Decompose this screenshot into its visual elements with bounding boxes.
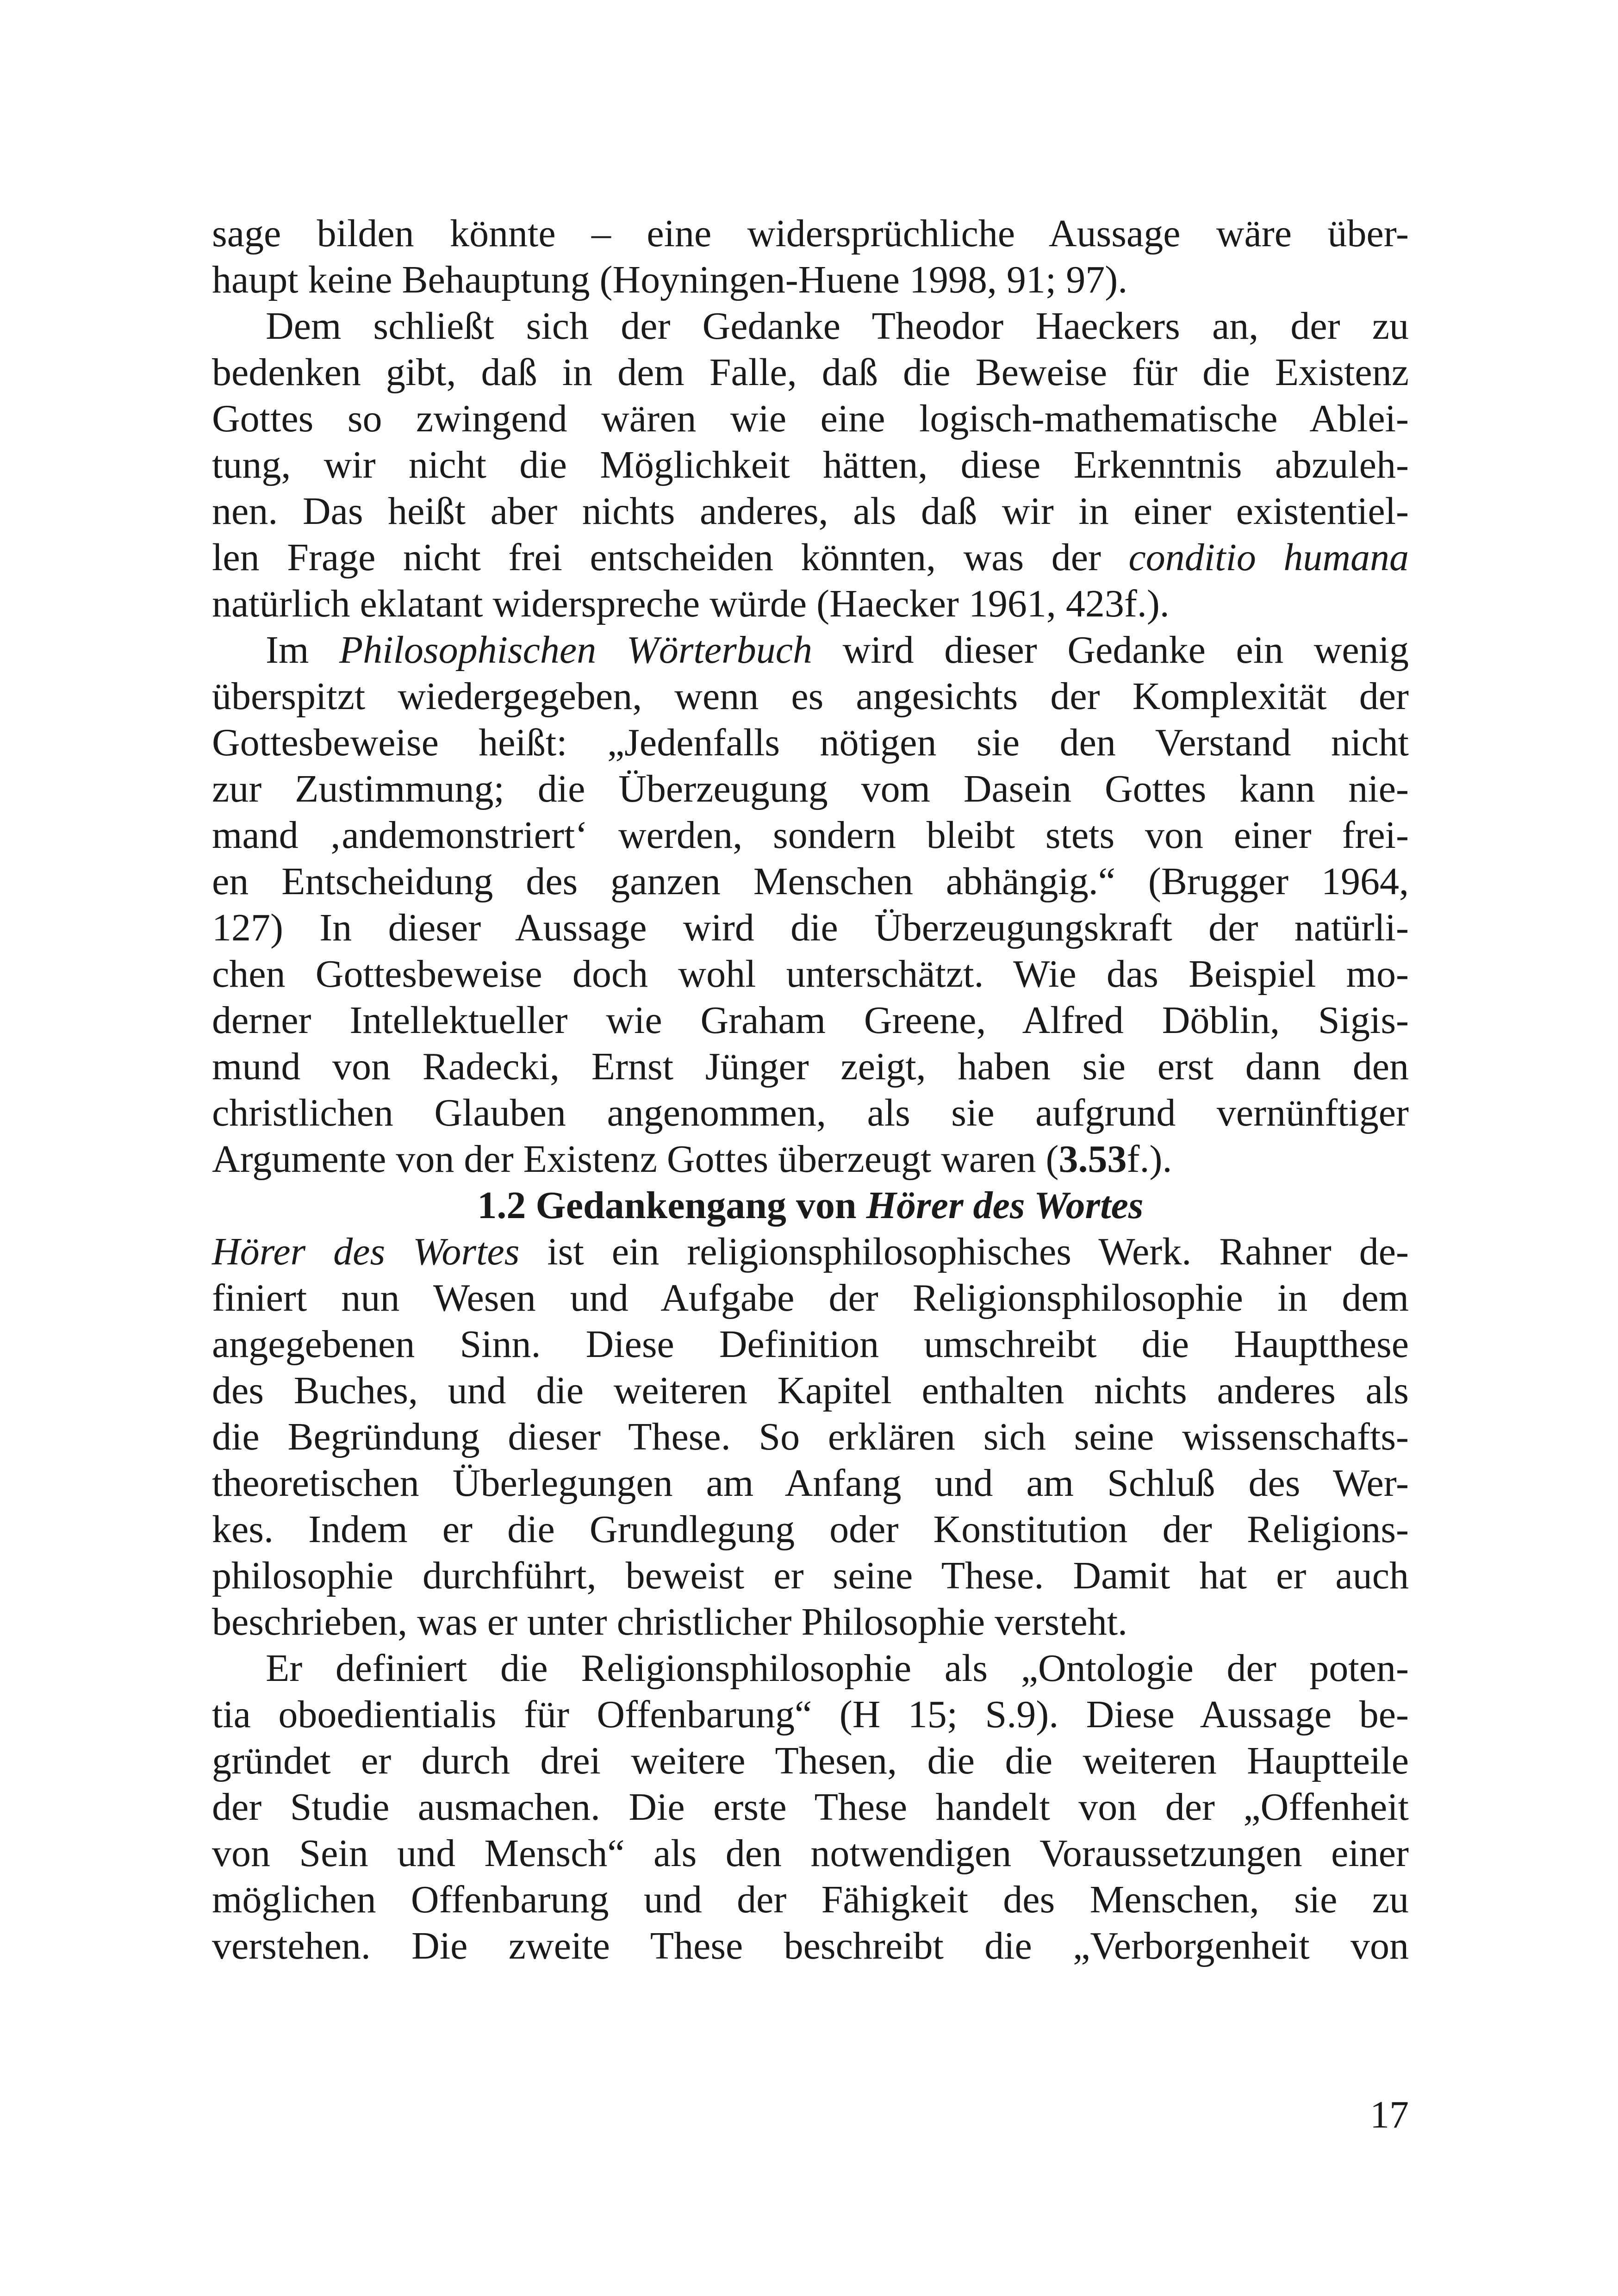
text-line: der Studie ausmachen. Die erste These handelt von der „Offenheit (212, 1786, 1409, 1829)
text-line: chen Gottesbeweise doch wohl unterschätzt. Wie das Beispiel mo- (212, 952, 1409, 996)
heading-italic: Hörer des Wortes (866, 1184, 1144, 1227)
text-line: finiert nun Wesen und Aufgabe der Religionsphilosophie in dem (212, 1276, 1409, 1319)
text-segment: Im (266, 628, 339, 672)
text-line: natürlich eklatant widerspreche würde (Haecker 1961, 423f.). (212, 582, 1170, 625)
text-line: Er definiert die Religionsphilosophie als „Ontologie der poten- (266, 1647, 1409, 1690)
section-heading (212, 1182, 1409, 1229)
text-line: 127) In dieser Aussage wird die Überzeugungskraft der natürli- (212, 906, 1409, 949)
text-line: beschrieben, was er unter christlicher Philosophie versteht. (212, 1600, 1128, 1643)
text-line: angegebenen Sinn. Diese Definition umschreibt die Hauptthese (212, 1323, 1409, 1366)
text-line: bedenken gibt, daß in dem Falle, daß die Beweise für die Existenz (212, 351, 1409, 394)
text-line (212, 627, 1409, 673)
text-line: theoretischen Überlegungen am Anfang und am Schluß des Wer- (212, 1462, 1409, 1505)
page-number: 17 (1370, 2093, 1409, 2136)
text-line: kes. Indem er die Grundlegung oder Konstitution der Religions- (212, 1508, 1409, 1551)
text-line: von Sein und Mensch“ als den notwendigen Voraussetzungen einer (212, 1832, 1409, 1875)
text-segment: wird dieser Gedanke ein wenig (812, 628, 1409, 672)
text-line: gründet er durch drei weitere Thesen, die die weiteren Hauptteile (212, 1739, 1409, 1782)
text-segment: Argumente von der Existenz Gottes überzeugt waren ( (212, 1138, 1059, 1181)
text-line (212, 1136, 1409, 1182)
text-line: sage bilden könnte – eine widersprüchliche Aussage wäre über- (212, 212, 1409, 255)
text-line: tia oboedientialis für Offenbarung“ (H 15; S.9). Diese Aussage be- (212, 1693, 1409, 1736)
text-line: Dem schließt sich der Gedanke Theodor Haeckers an, der zu (266, 305, 1409, 348)
text-line: zur Zustimmung; die Überzeugung vom Dasein Gottes kann nie- (212, 767, 1409, 810)
text-line: derner Intellektueller wie Graham Greene, Alfred Döblin, Sigis- (212, 999, 1409, 1042)
text-line (212, 1229, 1409, 1275)
italic-title: Philosophischen Wörterbuch (339, 628, 813, 672)
text-line: en Entscheidung des ganzen Menschen abhängig.“ (Brugger 1964, (212, 860, 1409, 903)
text-line: haupt keine Behauptung (Hoyningen-Huene 1998, 91; 97). (212, 258, 1128, 301)
text-segment: len Frage nicht frei entscheiden könnten, was der (212, 536, 1129, 579)
italic-term: conditio humana (1128, 536, 1409, 579)
text-line: tung, wir nicht die Möglichkeit hätten, diese Erkenntnis abzuleh- (212, 443, 1409, 486)
text-line: die Begründung dieser These. So erklären sich seine wissenschafts- (212, 1415, 1409, 1458)
italic-title: Hörer des Wortes (212, 1230, 520, 1273)
text-line: möglichen Offenbarung und der Fähigkeit des Menschen, sie zu (212, 1878, 1409, 1921)
text-line: mand ‚andemonstriert‘ werden, sondern bleibt stets von einer frei- (212, 814, 1409, 857)
bold-reference: 3.53 (1058, 1138, 1127, 1181)
text-line: des Buches, und die weiteren Kapitel enthalten nichts anderes als (212, 1369, 1409, 1412)
text-segment: ist ein religionsphilosophisches Werk. Rahner de- (519, 1230, 1409, 1273)
text-line: verstehen. Die zweite These beschreibt die „Verborgenheit von (212, 1924, 1409, 1967)
text-line: Gottes so zwingend wären wie eine logisch-mathematische Ablei- (212, 397, 1409, 440)
text-line: philosophie durchführt, beweist er seine These. Damit hat er auch (212, 1554, 1409, 1597)
text-segment: f.). (1126, 1138, 1172, 1181)
text-line (212, 535, 1409, 581)
text-line: nen. Das heißt aber nichts anderes, als daß wir in einer existentiel- (212, 490, 1409, 533)
heading-text: 1.2 Gedankengang von (477, 1184, 866, 1227)
text-line: mund von Radecki, Ernst Jünger zeigt, haben sie erst dann den (212, 1045, 1409, 1088)
text-line: christlichen Glauben angenommen, als sie aufgrund vernünftiger (212, 1091, 1409, 1134)
text-line: Gottesbeweise heißt: „Jedenfalls nötigen sie den Verstand nicht (212, 721, 1409, 764)
body-text (212, 211, 1409, 1969)
text-line: überspitzt wiedergegeben, wenn es angesichts der Komplexität der (212, 675, 1409, 718)
